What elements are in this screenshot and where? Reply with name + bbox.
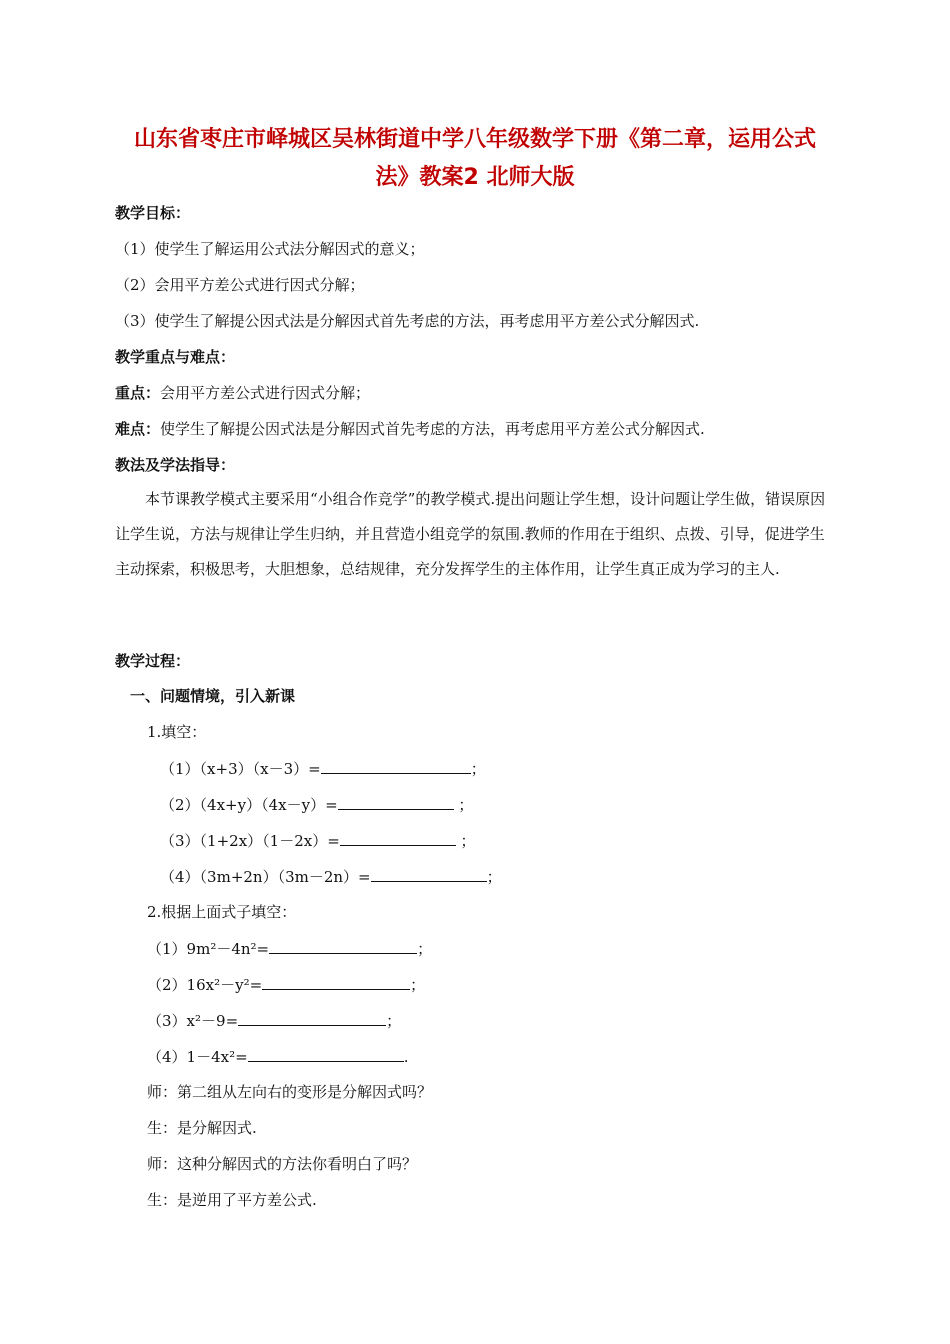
difficulty-line — [115, 419, 705, 439]
q2-item-3-expr: x²－9= — [186, 1012, 239, 1030]
q2-item-2-expr: 16x²－y²= — [186, 976, 263, 994]
answer-blank[interactable] — [248, 1046, 404, 1062]
q2-item-3-num: （3） — [147, 1012, 187, 1030]
dialogue-line-2: 生：是分解因式. — [147, 1119, 257, 1137]
section-heading-1: 一、问题情境，引入新课 — [130, 687, 296, 705]
question-1-label: 1.填空： — [147, 723, 207, 741]
process-heading: 教学过程： — [115, 652, 191, 670]
difficulty-label: 难点： — [115, 420, 161, 438]
q1-item-2: （2）（4x+y）（4x－y）= ； — [160, 796, 474, 814]
q1-item-1: （1）（x+3）（x－3）= ； — [160, 760, 486, 778]
goal-item-3: （3）使学生了解提公因式法是分解因式首先考虑的方法，再考虑用平方差公式分解因式. — [115, 312, 700, 330]
answer-blank[interactable] — [269, 938, 417, 954]
q1-item-3-expr: （1+2x）（1－2x）= — [199, 832, 340, 850]
answer-blank[interactable] — [262, 974, 410, 990]
goal-item-2: （2）会用平方差公式进行因式分解； — [115, 276, 365, 294]
q1-item-3-num: （3） — [160, 832, 200, 850]
dialogue-line-1: 师：第二组从左向右的变形是分解因式吗？ — [147, 1083, 433, 1101]
dialogue-line-4: 生：是逆用了平方差公式. — [147, 1191, 317, 1209]
answer-blank[interactable] — [340, 830, 456, 846]
q2-item-1-expr: 9m²－4n²= — [186, 940, 270, 958]
q2-item-1-num: （1） — [147, 940, 187, 958]
document-title-line-1: 山东省枣庄市峄城区吴林街道中学八年级数学下册《第二章，运用公式 — [133, 127, 816, 152]
keypoints-heading: 教学重点与难点： — [115, 348, 236, 366]
dialogue-line-3: 师：这种分解因式的方法你看明白了吗？ — [147, 1155, 418, 1173]
key-point-line — [115, 383, 370, 403]
method-heading: 教法及学法指导： — [115, 456, 236, 474]
q2-item-2-num: （2） — [147, 976, 187, 994]
answer-blank[interactable] — [371, 866, 487, 882]
q1-item-2-expr: （4x+y）（4x－y）= — [199, 796, 338, 814]
q1-item-4-expr: （3m+2n）（3m－2n）= — [199, 868, 371, 886]
answer-blank[interactable] — [338, 794, 454, 810]
goals-heading: 教学目标： — [115, 204, 191, 222]
answer-blank[interactable] — [321, 758, 471, 774]
q1-item-2-num: （2） — [160, 796, 200, 814]
q1-item-3: （3）（1+2x）（1－2x）= ； — [160, 832, 476, 850]
q1-item-1-num: （1） — [160, 760, 200, 778]
q2-item-4-expr: 1－4x²= — [186, 1048, 248, 1066]
question-2-label: 2.根据上面式子填空： — [147, 903, 297, 921]
q2-item-2: （2）16x²－y²= ； — [147, 976, 426, 994]
method-paragraph: 本节课教学模式主要采用“小组合作竞学”的教学模式.提出问题让学生想，设计问题让学生做，错误原因让学生说，方法与规律让学生归纳，并且营造小组竞学的氛围.教师的作用在于组织、点拨、引导，促进学生主动探索，积极思考，大胆想象，总结规律，充分发挥学生的主体作用，让学生真正成为学习的主人. — [115, 490, 826, 578]
q1-item-4-num: （4） — [160, 868, 200, 886]
key-point-label: 重点： — [115, 384, 161, 402]
q1-item-4: （4）（3m+2n）（3m－2n）= ； — [160, 868, 502, 886]
q2-item-4-num: （4） — [147, 1048, 187, 1066]
key-point-text: 会用平方差公式进行因式分解； — [160, 384, 371, 402]
q2-item-1: （1）9m²－4n²= ； — [147, 940, 433, 958]
difficulty-text: 使学生了解提公因式法是分解因式首先考虑的方法，再考虑用平方差公式分解因式. — [160, 420, 705, 438]
q2-item-3: （3）x²－9= ； — [147, 1012, 402, 1030]
q1-item-1-expr: （x+3）（x－3）= — [199, 760, 321, 778]
answer-blank[interactable] — [238, 1010, 386, 1026]
document-title-line-2: 法》教案2 北师大版 — [375, 165, 575, 190]
q2-item-4: （4）1－4x²= . — [147, 1048, 409, 1066]
goal-item-1: （1）使学生了解运用公式法分解因式的意义； — [115, 240, 425, 258]
